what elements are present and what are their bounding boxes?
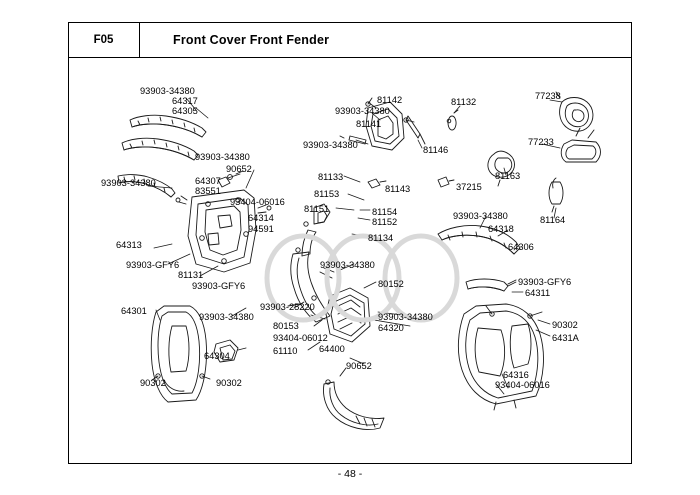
part-label: 64317 bbox=[172, 96, 198, 106]
part-label: 81164 bbox=[540, 215, 566, 225]
part-label: 80152 bbox=[378, 279, 404, 289]
part-label: 64301 bbox=[121, 306, 147, 316]
part-label: 93404-06016 bbox=[230, 197, 285, 207]
part-label: 93404-06012 bbox=[273, 333, 328, 343]
part-label: 64320 bbox=[378, 323, 404, 333]
part-label: 93903-GFY6 bbox=[518, 277, 572, 287]
section-code: F05 bbox=[68, 22, 140, 57]
part-label: 77238 bbox=[535, 91, 561, 101]
part-label: 64311 bbox=[525, 288, 551, 298]
part-label: 93903-34380 bbox=[320, 260, 375, 270]
part-label: 93903-34380 bbox=[453, 211, 508, 221]
part-label: 81163 bbox=[495, 171, 521, 181]
part-label: 93903-34380 bbox=[199, 312, 254, 322]
part-label: 64400 bbox=[319, 344, 345, 354]
part-label: 77233 bbox=[528, 137, 554, 147]
part-label: 93404-06016 bbox=[495, 380, 550, 390]
part-label: 93903-GFY6 bbox=[192, 281, 246, 291]
part-label: 81154 bbox=[372, 207, 398, 217]
part-label: 64304 bbox=[204, 351, 230, 361]
part-label: 90302 bbox=[216, 378, 242, 388]
part-label: 64306 bbox=[508, 242, 534, 252]
part-label: 81142 bbox=[377, 95, 403, 105]
part-label: 64316 bbox=[503, 370, 529, 380]
part-label: 81133 bbox=[318, 172, 344, 182]
header-bar bbox=[68, 22, 632, 58]
part-label: 93903-34380 bbox=[303, 140, 358, 150]
part-label: 81132 bbox=[451, 97, 477, 107]
part-label: 90652 bbox=[346, 361, 372, 371]
part-label: 81143 bbox=[385, 184, 411, 194]
part-label: 90302 bbox=[552, 320, 578, 330]
part-label: 93903-34380 bbox=[378, 312, 433, 322]
part-label: 94591 bbox=[248, 224, 274, 234]
part-label: 37215 bbox=[456, 182, 482, 192]
diagram-canvas bbox=[68, 58, 632, 464]
part-label: 81141 bbox=[356, 119, 382, 129]
part-label: 64313 bbox=[116, 240, 142, 250]
part-label: 64314 bbox=[248, 213, 274, 223]
part-label: 81131 bbox=[178, 270, 204, 280]
part-label: 93903-34380 bbox=[335, 106, 390, 116]
part-label: 81152 bbox=[372, 217, 398, 227]
part-label: 80153 bbox=[273, 321, 299, 331]
part-label: 93903-GFY6 bbox=[126, 260, 180, 270]
part-label: 81146 bbox=[423, 145, 449, 155]
part-label: 93903-25220 bbox=[260, 302, 315, 312]
part-label: 81151 bbox=[304, 204, 330, 214]
part-label: 61110 bbox=[273, 346, 298, 356]
part-label: 64318 bbox=[488, 224, 514, 234]
part-label: 93903-34380 bbox=[195, 152, 250, 162]
part-label: 64305 bbox=[172, 106, 198, 116]
part-label: 90302 bbox=[140, 378, 166, 388]
part-label: 90652 bbox=[226, 164, 252, 174]
part-label: 93903-34380 bbox=[101, 178, 156, 188]
part-label: 83551 bbox=[195, 186, 221, 196]
page-title: Front Cover Front Fender bbox=[173, 32, 330, 47]
page-number: - 48 - bbox=[337, 468, 363, 480]
part-label: 81153 bbox=[314, 189, 340, 199]
part-label: 6431A bbox=[552, 333, 579, 343]
part-label: 93903-34380 bbox=[140, 86, 195, 96]
part-label: 81134 bbox=[368, 233, 394, 243]
part-label: 64307 bbox=[195, 176, 221, 186]
